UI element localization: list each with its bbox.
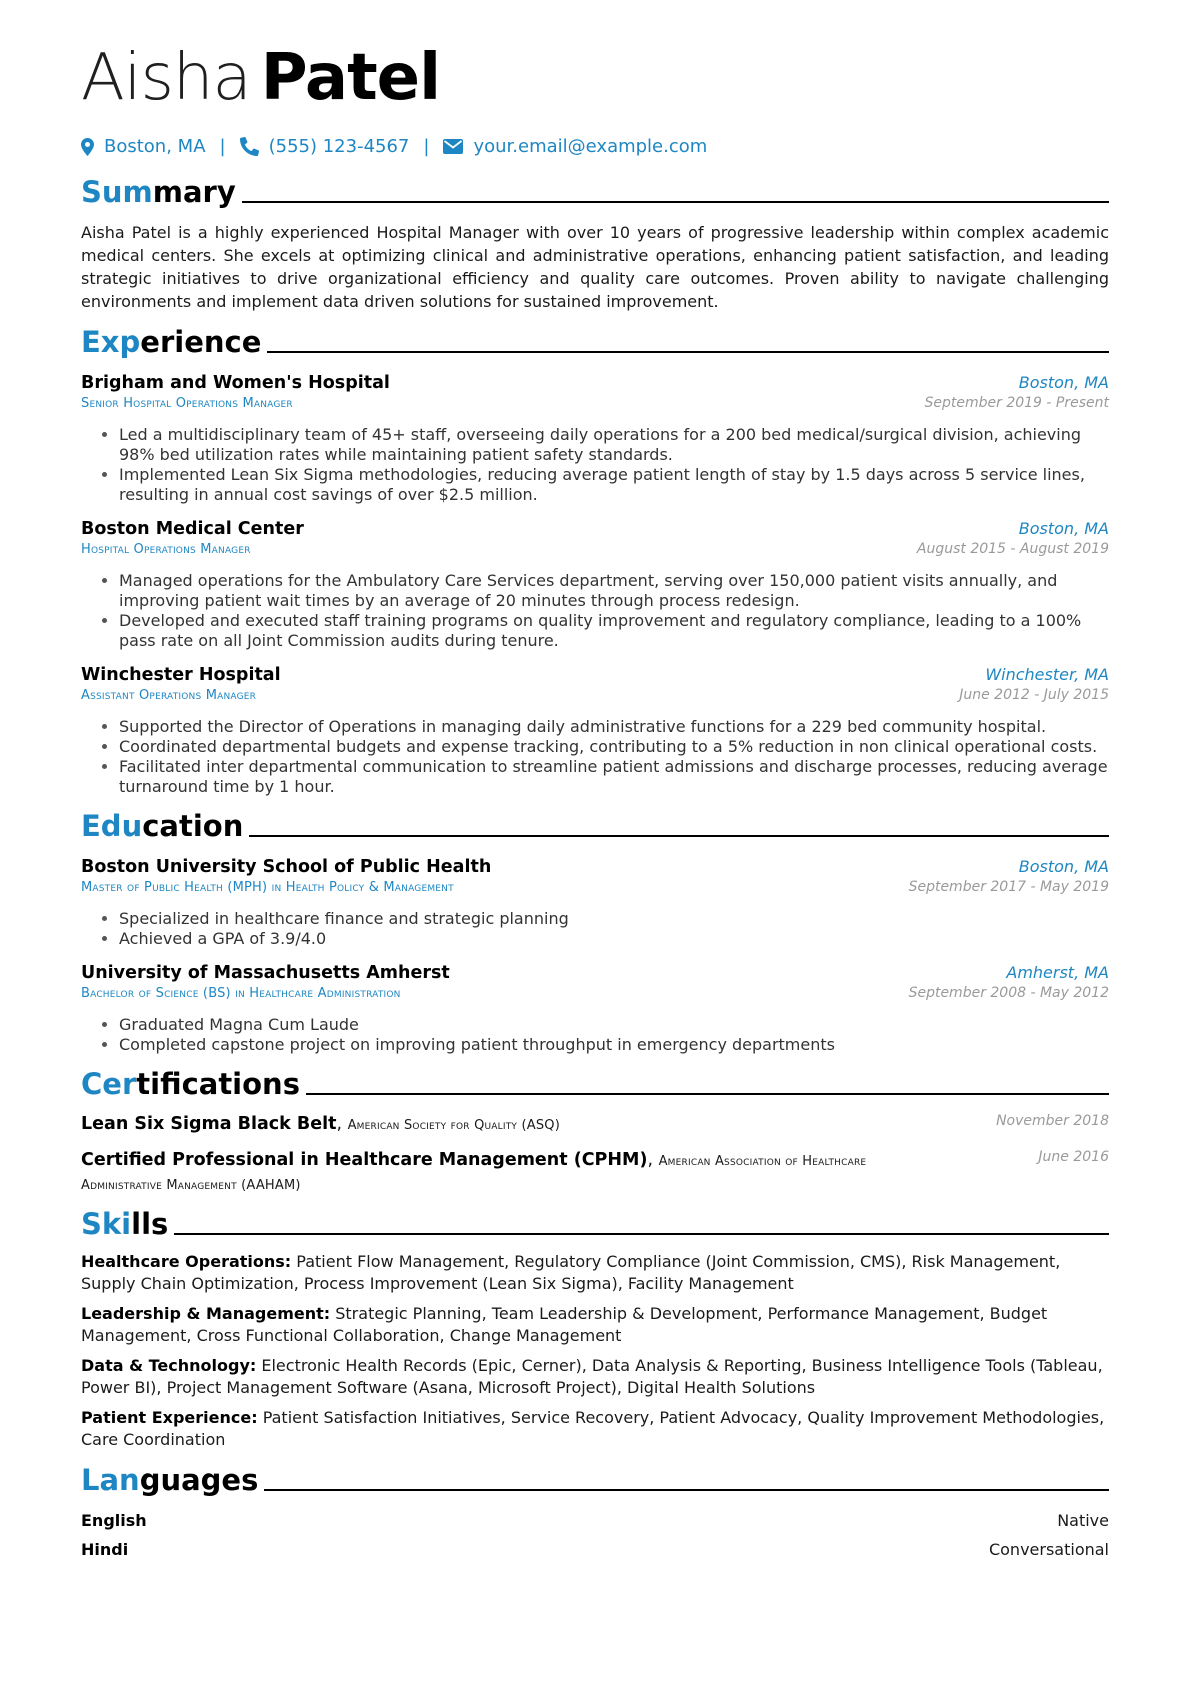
contact-location <box>81 136 206 157</box>
section-heading: Summary <box>81 175 236 209</box>
language-level: Native <box>1057 1511 1109 1530</box>
certification-name: Certified Professional in Healthcare Management (CPHM) <box>81 1150 648 1170</box>
bullet-item: • Coordinated departmental budgets and expense tracking, contributing to a 5% reduction in non clinical operational costs. <box>119 737 1109 757</box>
skill-group <box>81 1251 1109 1295</box>
bullet-list <box>81 1015 1109 1055</box>
degree-title: Master of Public Health (MPH) in Health Policy & Management <box>81 880 454 895</box>
entry-dates: August 2015 - August 2019 <box>916 541 1109 557</box>
envelope-icon <box>443 139 463 154</box>
section-title-certifications <box>81 1065 1109 1101</box>
section-rule <box>267 351 1109 353</box>
language-name: Hindi <box>81 1540 129 1559</box>
school-name: University of Massachusetts Amherst <box>81 963 450 983</box>
last-name: Patel <box>260 41 440 115</box>
bullet-item: • Supported the Director of Operations in managing daily administrative functions for a 229 bed community hospital. <box>119 717 1109 737</box>
bullet-item: • Facilitated inter departmental communication to streamline patient admissions and discharge processes, reducing average turnaround time by 1 hour. <box>119 757 1109 797</box>
section-heading: Languages <box>81 1463 259 1497</box>
phone-icon <box>240 137 259 156</box>
section-title-education <box>81 807 1109 843</box>
skill-category: Leadership & Management: <box>81 1304 331 1323</box>
entry-location: Winchester, MA <box>985 665 1109 684</box>
certification-item: Certified Professional in Healthcare Management (CPHM), American Association of Healthcare Administrative Management (AAHAM) June 2016 <box>81 1149 1109 1193</box>
job-title: Senior Hospital Operations Manager <box>81 396 293 411</box>
skill-text: Electronic Health Records (Epic, Cerner), Data Analysis & Reporting, Business Intelligence Tools (Tableau, Power BI), Project Management Software (Asana, Microsoft Project), Digital Health Solutions <box>81 1356 1103 1397</box>
skill-text: Patient Flow Management, Regulatory Compliance (Joint Commission, CMS), Risk Management, Supply Chain Optimization, Process Improvement (Lean Six Sigma), Facility Management <box>81 1252 1061 1293</box>
skills-list <box>81 1251 1109 1451</box>
entry-location: Amherst, MA <box>1006 963 1109 982</box>
entry-dates: September 2019 - Present <box>924 395 1109 411</box>
bullet-list <box>81 717 1109 797</box>
entry-dates: June 2012 - July 2015 <box>959 687 1109 703</box>
email-link: your.email@example.com <box>473 136 708 157</box>
certification-item: Lean Six Sigma Black Belt, American Society for Quality (ASQ) November 2018 <box>81 1113 1109 1134</box>
entry-dates: September 2008 - May 2012 <box>908 985 1109 1001</box>
employer-name: Winchester Hospital <box>81 665 281 685</box>
section-title-languages <box>81 1461 1109 1497</box>
contact-phone[interactable] <box>240 136 410 157</box>
entry-location: Boston, MA <box>1018 373 1109 392</box>
experience-entry <box>81 373 1109 505</box>
skill-category: Healthcare Operations: <box>81 1252 292 1271</box>
bullet-item: • Achieved a GPA of 3.9/4.0 <box>119 929 1109 949</box>
language-name: English <box>81 1511 147 1530</box>
entry-location: Boston, MA <box>1018 857 1109 876</box>
degree-title: Bachelor of Science (BS) in Healthcare Administration <box>81 986 401 1001</box>
section-heading: Skills <box>81 1207 169 1241</box>
certification-date: June 2016 <box>1038 1149 1109 1165</box>
employer-name: Brigham and Women's Hospital <box>81 373 390 393</box>
section-rule <box>242 201 1109 203</box>
contact-bar <box>81 136 1109 157</box>
section-heading: Certifications <box>81 1067 300 1101</box>
skill-category: Patient Experience: <box>81 1408 258 1427</box>
education-entry <box>81 857 1109 949</box>
skill-category: Data & Technology: <box>81 1356 257 1375</box>
job-title: Assistant Operations Manager <box>81 688 257 703</box>
skill-group <box>81 1407 1109 1451</box>
school-name: Boston University School of Public Health <box>81 857 492 877</box>
section-rule <box>306 1093 1109 1095</box>
entry-location: Boston, MA <box>1018 519 1109 538</box>
certification-date: November 2018 <box>996 1113 1109 1129</box>
section-title-experience <box>81 323 1109 359</box>
contact-separator: | <box>219 136 226 157</box>
job-title: Hospital Operations Manager <box>81 542 251 557</box>
skill-text: Strategic Planning, Team Leadership & Development, Performance Management, Budget Management, Cross Functional Collaboration, Change Management <box>81 1304 1048 1345</box>
bullet-item: • Developed and executed staff training programs on quality improvement and regulatory compliance, leading to a 100% pass rate on all Joint Commission audits during tenure. <box>119 611 1109 651</box>
skill-group <box>81 1303 1109 1347</box>
bullet-item: • Led a multidisciplinary team of 45+ staff, overseeing daily operations for a 200 bed medical/surgical division, achieving 98% bed utilization rates while maintaining patient safety standards. <box>119 425 1109 465</box>
section-heading: Experience <box>81 325 262 359</box>
language-item <box>81 1511 1109 1530</box>
section-title-skills <box>81 1205 1109 1241</box>
section-rule <box>249 835 1109 837</box>
certification-issuer: American Association of Healthcare Administrative Management (AAHAM) <box>81 1154 867 1193</box>
bullet-item: • Graduated Magna Cum Laude <box>119 1015 1109 1035</box>
candidate-name <box>81 42 1109 114</box>
bullet-list <box>81 909 1109 949</box>
skill-group <box>81 1355 1109 1399</box>
bullet-list <box>81 571 1109 651</box>
language-level: Conversational <box>988 1540 1109 1559</box>
section-heading: Education <box>81 809 244 843</box>
contact-email[interactable] <box>443 136 707 157</box>
summary-text: Aisha Patel is a highly experienced Hospital Manager with over 10 years of progressive leadership within complex academic medical centers. She excels at optimizing clinical and administrative operations, enhancing patient satisfaction, and leading strategic initiatives to drive organizational efficiency and quality care outcomes. Proven ability to navigate challenging environments and implement data driven solutions for sustained improvement. <box>81 223 1109 311</box>
section-title-summary <box>81 173 1109 209</box>
phone-text: (555) 123-4567 <box>268 136 410 157</box>
certification-issuer: American Society for Quality (ASQ) <box>347 1118 560 1133</box>
education-entry <box>81 963 1109 1055</box>
section-rule <box>264 1489 1109 1491</box>
employer-name: Boston Medical Center <box>81 519 304 539</box>
map-pin-icon <box>81 138 94 156</box>
bullet-item: • Managed operations for the Ambulatory Care Services department, serving over 150,000 patient visits annually, and improving patient wait times by an average of 20 minutes through process redesign. <box>119 571 1109 611</box>
bullet-list <box>81 425 1109 505</box>
experience-entry <box>81 665 1109 797</box>
bullet-item: • Completed capstone project on improving patient throughput in emergency departments <box>119 1035 1109 1055</box>
bullet-item: • Specialized in healthcare finance and strategic planning <box>119 909 1109 929</box>
skill-text: Patient Satisfaction Initiatives, Service Recovery, Patient Advocacy, Quality Improvement Methodologies, Care Coordination <box>81 1408 1105 1449</box>
location-text: Boston, MA <box>104 136 206 157</box>
certification-name: Lean Six Sigma Black Belt <box>81 1114 337 1134</box>
language-item <box>81 1540 1109 1559</box>
contact-separator: | <box>423 136 430 157</box>
section-rule <box>174 1233 1109 1235</box>
experience-entry <box>81 519 1109 651</box>
first-name: Aisha <box>81 41 251 115</box>
bullet-item: • Implemented Lean Six Sigma methodologies, reducing average patient length of stay by 1.5 days across 5 service lines, resulting in annual cost savings of over $2.5 million. <box>119 465 1109 505</box>
entry-dates: September 2017 - May 2019 <box>908 879 1109 895</box>
